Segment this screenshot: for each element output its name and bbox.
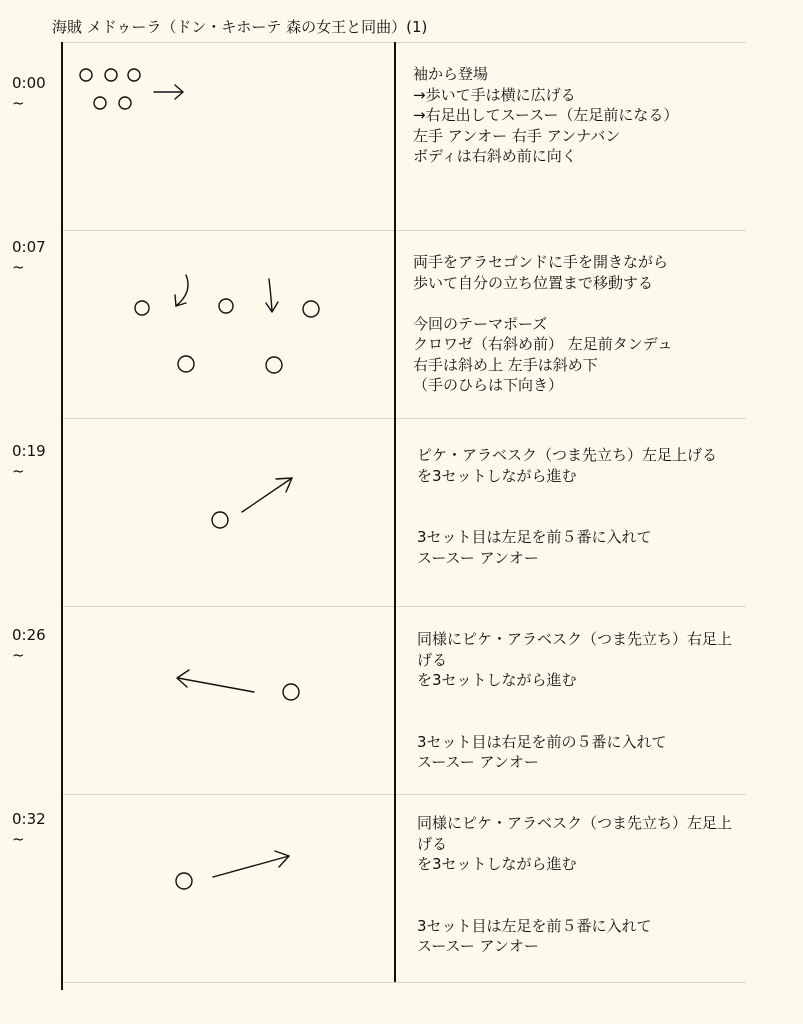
note-line: げる <box>417 834 448 853</box>
dancer-marker <box>212 512 228 528</box>
dancer-marker <box>119 97 131 109</box>
dancer-marker <box>219 299 233 313</box>
timestamp-cell <box>12 625 46 665</box>
dancer-marker <box>178 356 194 372</box>
note-line: を3セットしながら進む <box>417 855 577 873</box>
note-line: クロワゼ（右斜め前） 左足前タンデュ <box>413 335 673 353</box>
timestamp-cell <box>12 73 46 113</box>
note-line: 今回のテーマポーズ <box>413 314 548 333</box>
note-line: 歩いて自分の立ち位置まで移動する <box>413 273 654 292</box>
note-line: ボディは右斜め前に向く <box>413 147 577 165</box>
note-line: スースー アンオー <box>417 548 539 567</box>
tilde-mark: ~ <box>12 646 25 664</box>
formation-diagram-1 <box>62 42 395 230</box>
dancer-marker <box>176 873 192 889</box>
note-line: ピケ・アラベスク（つま先立ち）左足上げる <box>417 446 718 464</box>
note-line: スースー アンオー <box>417 937 539 955</box>
note-line: 3セット目は左足を前５番に入れて <box>417 916 652 935</box>
arrow-left-icon <box>177 670 254 692</box>
page-title: 海賊 メドゥーラ（ドン・キホーテ 森の女王と同曲）(1) <box>52 18 428 36</box>
note-line: 同様にピケ・アラベスク（つま先立ち）左足上 <box>417 814 733 832</box>
note-line: →歩いて手は横に広げる <box>413 85 576 104</box>
row-divider <box>62 982 746 983</box>
dancer-marker <box>105 69 117 81</box>
dancer-marker <box>303 301 319 317</box>
dancer-marker <box>135 301 149 315</box>
note-line: を3セットしながら進む <box>417 671 577 689</box>
dancer-marker <box>266 357 282 373</box>
timestamp: 0:19 <box>12 442 46 460</box>
note-line: →右足出してスースー（左足前になる） <box>413 106 679 124</box>
arrow-up-right-icon <box>242 478 292 512</box>
timestamp: 0:00 <box>12 74 46 92</box>
note-line <box>417 895 767 916</box>
dancer-marker <box>80 69 92 81</box>
formation-diagram-3 <box>62 418 395 606</box>
note-line <box>417 711 767 732</box>
tilde-mark: ~ <box>12 462 25 480</box>
timestamp: 0:07 <box>12 238 46 256</box>
dancer-marker <box>283 684 299 700</box>
note-line <box>417 486 767 507</box>
timestamp: 0:26 <box>12 626 46 644</box>
notes-cell <box>413 64 763 167</box>
dancer-marker <box>94 97 106 109</box>
timestamp-cell <box>12 237 46 277</box>
formation-diagram-5 <box>62 794 395 982</box>
tilde-mark: ~ <box>12 258 25 276</box>
note-line <box>417 691 767 712</box>
note-line: スースー アンオー <box>417 753 539 771</box>
note-line: げる <box>417 650 448 669</box>
notes-cell <box>413 252 763 396</box>
notes-cell <box>417 629 767 773</box>
note-line: 左手 アンオー 右手 アンナバン <box>413 126 621 145</box>
note-line: 同様にピケ・アラベスク（つま先立ち）右足上 <box>417 630 733 648</box>
note-line <box>417 507 767 528</box>
note-line: 袖から登場 <box>413 65 489 83</box>
note-line <box>413 293 763 314</box>
formation-diagram-4 <box>62 606 395 794</box>
arrow-down-icon <box>266 279 278 312</box>
timestamp-cell <box>12 441 46 481</box>
notes-cell <box>417 813 767 957</box>
tilde-mark: ~ <box>12 94 25 112</box>
note-line: 両手をアラセゴンドに手を開きながら <box>413 253 669 271</box>
dancer-marker <box>128 69 140 81</box>
note-line: 3セット目は右足を前の５番に入れて <box>417 732 667 751</box>
note-line: 右手は斜め上 左手は斜め下 <box>413 355 598 374</box>
note-line: （手のひらは下向き） <box>413 376 564 394</box>
arrow-right-icon <box>213 851 289 877</box>
timestamp: 0:32 <box>12 810 46 828</box>
note-line <box>417 875 767 896</box>
formation-diagram-2 <box>62 230 395 418</box>
note-line: を3セットしながら進む <box>417 466 577 485</box>
note-line: 3セット目は左足を前５番に入れて <box>417 528 652 546</box>
tilde-mark: ~ <box>12 830 25 848</box>
arrow-right-icon <box>154 85 183 99</box>
timestamp-cell <box>12 809 46 849</box>
notes-cell <box>417 445 767 568</box>
curved-arrow-icon <box>175 275 188 306</box>
